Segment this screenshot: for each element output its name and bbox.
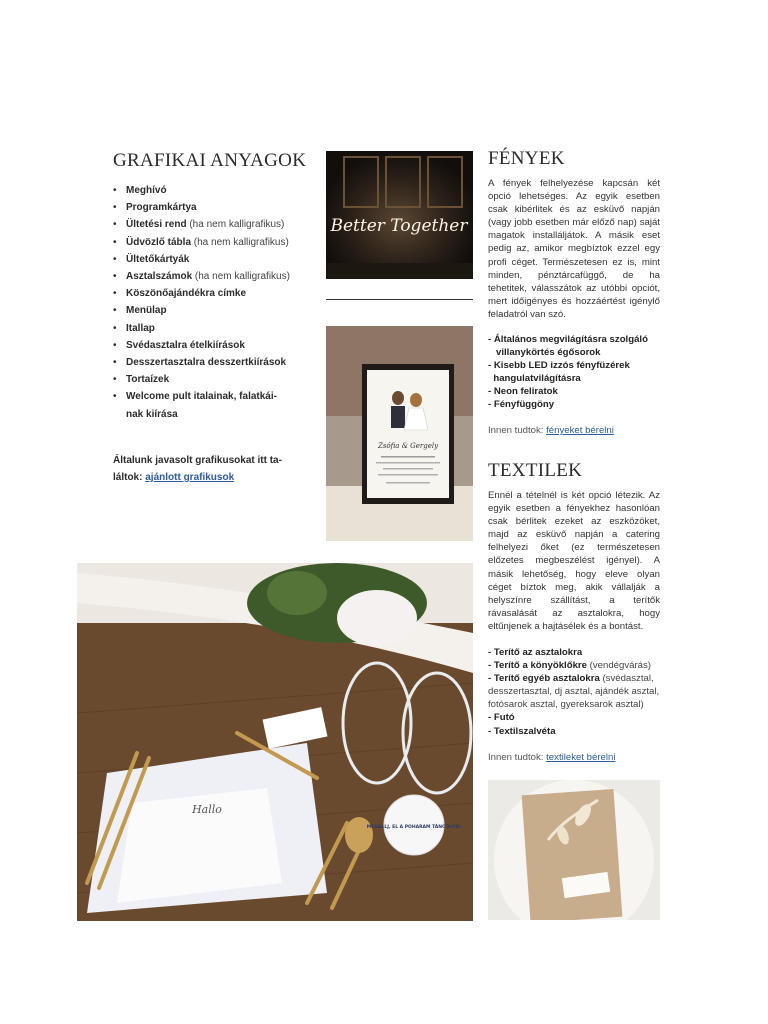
list-item-note: (svédasztal, desszertasztal, dj asztal, ajándék asztal, fotósarok asztal, gyereksarok asztal) [488,673,660,711]
list-item [113,182,313,199]
list-item [488,711,662,724]
list-item-label: - Kisebb LED izzós fényfüzérek [488,360,630,372]
list-item-label: Ültetési rend [126,219,187,231]
list-item-label: Üdvözlő tábla [126,236,192,248]
coaster-text: MEGÁLLJ, EL A POHARAM TÁNCOLOK! [366,825,462,830]
list-item-label: Asztalszámok [126,271,193,283]
recommended-designers-link[interactable]: ajánlott grafikusok [145,472,235,483]
textilek-link-prefix: Innen tudtok: [488,752,547,763]
list-item-label: Meghívó [126,185,167,196]
menu-card-text: Hallo [192,803,222,816]
list-item-label: Ültetőkártyák [126,253,190,265]
list-item-label: Svédasztalra ételkiírások [126,339,245,351]
list-item [488,385,664,398]
list-item-note: (vendégvárás) [586,660,651,672]
list-item-label: - Fényfüggöny [488,399,555,411]
list-item-label: Programkártya [126,202,197,214]
rent-textiles-link[interactable]: textileket bérelni [546,752,616,763]
napkin-photo [488,780,660,920]
list-item-label: hangulatvilágításra [488,373,581,385]
textilek-link-line [488,752,615,763]
textilek-heading: TEXTILEK [488,460,583,481]
list-item [488,672,662,711]
fenyek-list [488,333,664,412]
list-item-note: (ha nem kalligrafikus) [191,236,289,248]
list-item-label: Welcome pult italainak, falatkái- [126,391,277,403]
list-item-label: nak kiírása [126,408,178,420]
neon-text: Better Together [330,216,468,236]
fenyek-link-prefix: Innen tudtok: [488,425,547,436]
recommend-text [113,452,303,486]
list-item [488,398,664,411]
fenyek-link-line [488,425,614,436]
grafikai-anyagok-heading: GRAFIKAI ANYAGOK [113,150,307,171]
list-item [113,234,313,251]
list-item-label: - Textilszalvéta [488,725,556,737]
table-setting-photo [77,563,473,921]
list-item [113,388,313,405]
list-item-label: - Neon feliratok [488,386,558,398]
rent-lights-link[interactable]: fényeket bérelni [546,425,614,436]
list-item [113,216,313,233]
list-item [113,285,313,302]
list-item-label: Desszertasztalra desszertkiírások [126,357,287,369]
list-item [488,346,664,359]
textilek-paragraph: Ennél a tételnél is két opció létezik. Az egyik esetben a fényekhez hasonlóan csak bérlitek ezeket az eszközöket, majd az esküvő napján a catering felhelyezi őket (ez természetesen előzetes megbeszélést igényel). A másik lehetőség, hogy eleve olyan céget bíztok meg, akik vállalják a helyszínre szállítást, a terítők rávasalását az asztalokra, hogy eltűnjenek a hajtásélek és a bontást. [488,490,660,632]
list-item-label: Menülap [126,305,167,317]
list-item-label: Köszönőajándékra címke [126,288,247,300]
list-item [113,199,313,216]
list-item [113,354,313,371]
list-item [113,371,313,388]
list-item-label: - Terítő a könyöklőkre [488,660,587,672]
framed-invitation-photo [326,326,473,541]
list-item-note: (ha nem kalligrafikus) [186,219,285,231]
grafikai-anyagok-list [113,182,313,423]
frame-names-text: Zsófia & Gergely [377,442,439,450]
fenyek-paragraph: A fények felhelyezése kapcsán két opció lehetséges. Az egyik esetben csak kibérlitek és az esküvő napján (vagy jobb esetben már előző nap) saját magatok installáljátok. A másik eset pedig az, amikor megbíztok ezzel egy profi céget. Természetesen ez is, mint minden, pénztárcafüggő, de ha tehetitek, válasszátok az utóbbi opciót, mert időigényes és hozzáértést igénylő feladatról van szó. [488,178,660,320]
neon-sign-photo [326,151,473,279]
list-item [113,268,313,285]
list-item [488,333,664,346]
list-item-label: - Általános megvilágításra szolgáló [488,334,648,345]
list-item [488,646,662,659]
fenyek-heading: FÉNYEK [488,148,565,169]
list-item-label: Itallap [126,322,155,334]
list-item [113,302,313,319]
list-item-label: - Terítő az asztalokra [488,647,583,658]
list-item-label: villanykörtés égősorok [488,347,601,359]
list-item-note: (ha nem kalligrafikus) [192,271,290,283]
list-item-label: - Terítő egyéb asztalokra [488,673,600,685]
list-item [113,406,313,423]
recommend-line-1: Általunk javasolt grafikusokat itt ta- [113,455,282,466]
list-item [113,320,313,337]
list-item [488,359,664,372]
list-item [113,251,313,268]
list-item [488,725,662,738]
list-item [488,372,664,385]
list-item-label: Tortaízek [126,374,170,386]
recommend-line-2: láltok: [113,472,146,483]
list-item-label: - Futó [488,712,515,724]
divider-line [326,299,473,300]
list-item [488,659,662,672]
list-item [113,337,313,354]
textilek-list [488,646,662,738]
